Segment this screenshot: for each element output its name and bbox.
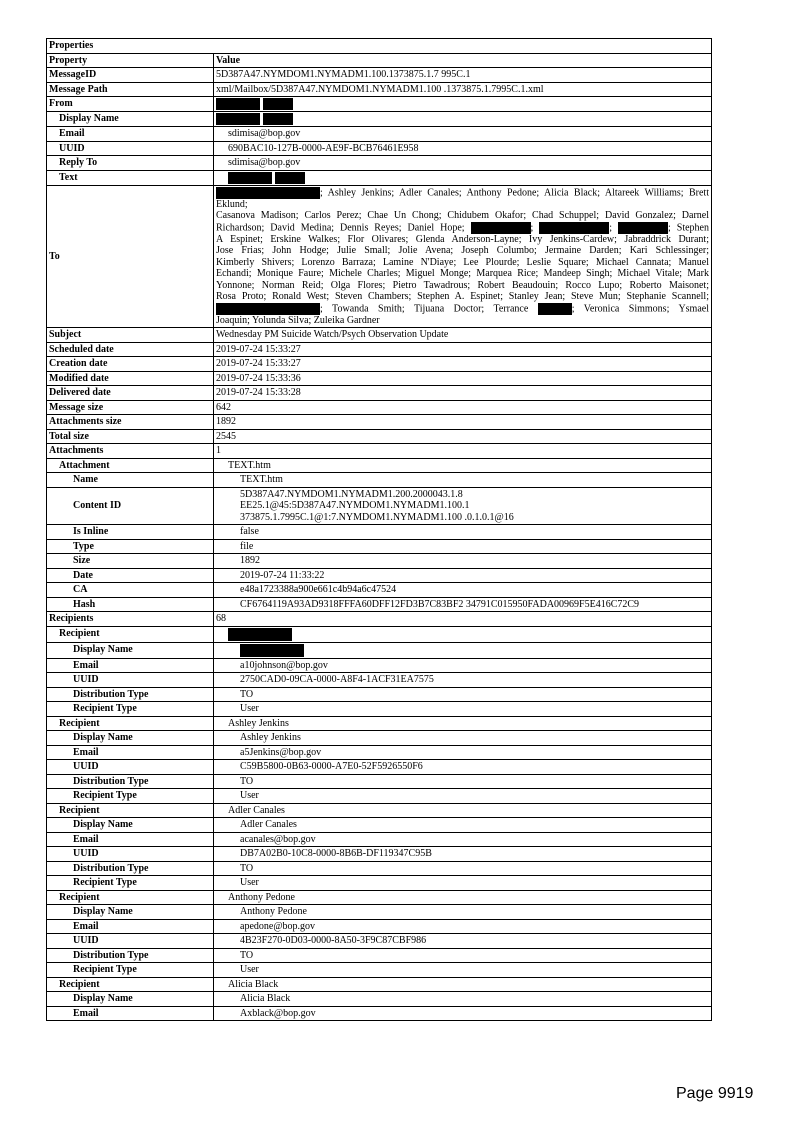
property-value-uuid: DB7A02B0-10C8-0000-8B6B-DF119347C95B — [214, 847, 712, 862]
table-row — [47, 702, 712, 717]
properties-table — [46, 38, 712, 1021]
property-label-property: Property — [47, 53, 214, 68]
property-value-message-size: 642 — [214, 400, 712, 415]
table-row — [47, 977, 712, 992]
table-row — [47, 525, 712, 540]
table-row — [47, 642, 712, 658]
to-line: Joaquin; Yolunda Silva; Zuleika Gardner — [216, 314, 380, 326]
property-value-attachment: TEXT.htm — [214, 458, 712, 473]
property-value-recipient: Alicia Black — [214, 977, 712, 992]
property-label-recipient: Recipient — [47, 890, 214, 905]
table-row — [47, 473, 712, 488]
table-row — [47, 357, 712, 372]
property-label-total-size: Total size — [47, 429, 214, 444]
table-row — [47, 487, 712, 525]
property-value-subject: Wednesday PM Suicide Watch/Psych Observation Update — [214, 328, 712, 343]
property-value-hash: CF6764119A93AD9318FFFA60DFF12FD3B7C83BF2 34791C015950FADA00969F5E416C72C9 — [214, 597, 712, 612]
property-label-delivered-date: Delivered date — [47, 386, 214, 401]
property-label-recipient: Recipient — [47, 716, 214, 731]
property-value-scheduled-date: 2019-07-24 15:33:27 — [214, 342, 712, 357]
property-label-date: Date — [47, 568, 214, 583]
table-row — [47, 760, 712, 775]
property-label-uuid: UUID — [47, 760, 214, 775]
redaction-block — [618, 222, 668, 234]
to-line: Echandi; Monique Faure; Michele Charles; Miguel Monge; Marquea Rice; Mandeep Singh; Michael Vitale; Mark — [216, 268, 709, 279]
property-value-uuid: C59B5800-0B63-0000-A7E0-52F5926550F6 — [214, 760, 712, 775]
to-recipients-list — [214, 185, 712, 328]
property-label-uuid: UUID — [47, 847, 214, 862]
property-label-distribution-type: Distribution Type — [47, 774, 214, 789]
table-row — [47, 832, 712, 847]
property-label-modified-date: Modified date — [47, 371, 214, 386]
property-value-type: file — [214, 539, 712, 554]
table-row — [47, 386, 712, 401]
table-row — [47, 905, 712, 920]
table-row — [47, 68, 712, 83]
property-label-display-name: Display Name — [47, 731, 214, 746]
property-label-uuid: UUID — [47, 673, 214, 688]
property-label-ca: CA — [47, 583, 214, 598]
property-value-uuid: 690BAC10-127B-0000-AE9F-BCB76461E958 — [214, 141, 712, 156]
table-row — [47, 818, 712, 833]
table-row — [47, 342, 712, 357]
property-label-content-id: Content ID — [47, 487, 214, 525]
to-line: A Espinet; Erskine Walkes; Flor Olivares; Glenda Anderson-Layne; Ivy Jenkins-Cardew; Jabraddrick Durant; — [216, 233, 709, 245]
property-label-hash: Hash — [47, 597, 214, 612]
to-line: Rosa Proto; Ronald West; Steven Chambers; Stephen A. Espinet; Stanley Jean; Steve Mun; Stephanie Scannell; — [216, 291, 709, 302]
property-value-recipient-type: User — [214, 876, 712, 891]
redaction-block — [263, 98, 293, 110]
property-label-text: Text — [47, 170, 214, 185]
to-line: Richardson; David Medina; Dennis Reyes; Daniel Hope; ; ; ; Stephen — [216, 221, 709, 233]
table-row — [47, 371, 712, 386]
to-line: ; Ashley Jenkins; Adler Canales; Anthony Pedone; Alicia Black; Altareek Williams; Brett Eklund; — [216, 186, 709, 210]
property-value-distribution-type: TO — [214, 774, 712, 789]
property-label-uuid: UUID — [47, 934, 214, 949]
table-row — [47, 112, 712, 127]
property-value-email: sdimisa@bop.gov — [214, 127, 712, 142]
property-value-size: 1892 — [214, 554, 712, 569]
property-label-attachments-size: Attachments size — [47, 415, 214, 430]
table-row — [47, 745, 712, 760]
property-label-recipient: Recipient — [47, 977, 214, 992]
property-value-recipient: Ashley Jenkins — [214, 716, 712, 731]
table-row — [47, 458, 712, 473]
table-row — [47, 803, 712, 818]
property-label-display-name: Display Name — [47, 112, 214, 127]
property-value-recipient-type: User — [214, 963, 712, 978]
property-value-recipient: Adler Canales — [214, 803, 712, 818]
redaction-block — [275, 172, 305, 184]
redaction-block — [471, 222, 531, 234]
property-value-name: TEXT.htm — [214, 473, 712, 488]
table-row — [47, 934, 712, 949]
property-value-uuid: 4B23F270-0D03-0000-8A50-3F9C87CBF986 — [214, 934, 712, 949]
redaction-block — [216, 187, 320, 199]
table-row — [47, 97, 712, 112]
table-row — [47, 861, 712, 876]
property-label-email: Email — [47, 745, 214, 760]
property-value-uuid: 2750CAD0-09CA-0000-A8F4-1ACF31EA7575 — [214, 673, 712, 688]
table-row — [47, 554, 712, 569]
property-value-display-name: Alicia Black — [214, 992, 712, 1007]
property-value-display-name: Adler Canales — [214, 818, 712, 833]
property-value-modified-date: 2019-07-24 15:33:36 — [214, 371, 712, 386]
property-label-creation-date: Creation date — [47, 357, 214, 372]
property-label-display-name: Display Name — [47, 992, 214, 1007]
redaction-block — [240, 644, 304, 657]
to-line: ; Towanda Smith; Tijuana Doctor; Terrance ; Veronica Simmons; Ysmael — [216, 303, 709, 315]
to-line: Yonnone; Norman Reid; Olga Flores; Pietro Tawadrous; Robert Beaudouin; Rocco Lupo; Roberto Maisonet; — [216, 279, 709, 291]
property-value-distribution-type: TO — [214, 861, 712, 876]
property-label-scheduled-date: Scheduled date — [47, 342, 214, 357]
table-row — [47, 890, 712, 905]
table-row — [47, 992, 712, 1007]
table-title: Properties — [47, 39, 712, 54]
to-line: Jose Frias; John Hodge; Julie Small; Jolie Avena; Joseph Columbo; Jermaine Darden; Kari Schlessinger; — [216, 245, 709, 256]
property-label-recipient-type: Recipient Type — [47, 963, 214, 978]
property-label-is-inline: Is Inline — [47, 525, 214, 540]
property-value-recipient — [214, 626, 712, 642]
property-value-from — [214, 97, 712, 112]
redaction-block — [228, 172, 272, 184]
table-row — [47, 789, 712, 804]
property-value-property: Value — [214, 53, 712, 68]
table-row — [47, 963, 712, 978]
table-row — [47, 583, 712, 598]
table-row — [47, 53, 712, 68]
table-row — [47, 716, 712, 731]
property-value-reply-to: sdimisa@bop.gov — [214, 156, 712, 171]
property-label-size: Size — [47, 554, 214, 569]
table-row — [47, 687, 712, 702]
properties-sheet — [46, 38, 711, 1021]
table-row — [47, 429, 712, 444]
table-row — [47, 170, 712, 185]
redaction-block — [538, 303, 572, 315]
property-label-recipient-type: Recipient Type — [47, 876, 214, 891]
property-value-email: apedone@bop.gov — [214, 919, 712, 934]
property-value-content-id: 5D387A47.NYMDOM1.NYMADM1.200.2000043.1.8 EE25.1@45:5D387A47.NYMDOM1.NYMADM1.100.1 373875.1.7995C.1@1:7.NYMDOM1.NYMADM1.100 .0.1.0.1@16 — [214, 487, 712, 525]
property-label-email: Email — [47, 658, 214, 673]
property-label-email: Email — [47, 832, 214, 847]
table-row — [47, 731, 712, 746]
property-label-email: Email — [47, 127, 214, 142]
table-row — [47, 82, 712, 97]
table-row — [47, 141, 712, 156]
table-row — [47, 328, 712, 343]
property-value-display-name: Anthony Pedone — [214, 905, 712, 920]
property-label-name: Name — [47, 473, 214, 488]
property-label-recipient-type: Recipient Type — [47, 789, 214, 804]
property-value-email: acanales@bop.gov — [214, 832, 712, 847]
table-row — [47, 539, 712, 554]
property-value-distribution-type: TO — [214, 948, 712, 963]
property-label-recipients: Recipients — [47, 612, 214, 627]
property-value-text — [214, 170, 712, 185]
property-value-delivered-date: 2019-07-24 15:33:28 — [214, 386, 712, 401]
property-label-from: From — [47, 97, 214, 112]
property-value-attachments-size: 1892 — [214, 415, 712, 430]
table-row — [47, 948, 712, 963]
to-line: Kimberly Shivers; Lorenzo Barraza; Lamine N'Diaye; Lee Plourde; Leslie Square; Michael Cannata; Manuel — [216, 256, 709, 268]
table-row — [47, 626, 712, 642]
property-value-email: a10johnson@bop.gov — [214, 658, 712, 673]
page-number: Page 9919 — [676, 1085, 754, 1102]
redaction-block — [216, 113, 260, 125]
property-value-creation-date: 2019-07-24 15:33:27 — [214, 357, 712, 372]
property-label-uuid: UUID — [47, 141, 214, 156]
table-row — [47, 612, 712, 627]
property-label-type: Type — [47, 539, 214, 554]
property-label-recipient-type: Recipient Type — [47, 702, 214, 717]
property-value-display-name — [214, 112, 712, 127]
redaction-block — [216, 98, 260, 110]
property-label-to: To — [47, 185, 214, 328]
property-label-recipient: Recipient — [47, 626, 214, 642]
table-row — [47, 444, 712, 459]
property-label-display-name: Display Name — [47, 642, 214, 658]
property-label-distribution-type: Distribution Type — [47, 861, 214, 876]
table-row — [47, 415, 712, 430]
property-label-recipient: Recipient — [47, 803, 214, 818]
property-label-attachment: Attachment — [47, 458, 214, 473]
table-row — [47, 568, 712, 583]
property-label-messageid: MessageID — [47, 68, 214, 83]
table-row — [47, 127, 712, 142]
property-value-display-name — [214, 642, 712, 658]
property-label-subject: Subject — [47, 328, 214, 343]
property-label-display-name: Display Name — [47, 818, 214, 833]
property-label-email: Email — [47, 919, 214, 934]
property-value-recipient-type: User — [214, 789, 712, 804]
table-row — [47, 919, 712, 934]
table-row — [47, 876, 712, 891]
table-row — [47, 39, 712, 54]
to-line: Casanova Madison; Carlos Perez; Chae Un Chong; Chidubem Okafor; Chad Schuppel; David Gonzalez; Darnel — [216, 210, 709, 221]
table-row — [47, 185, 712, 328]
property-value-attachments: 1 — [214, 444, 712, 459]
property-label-reply-to: Reply To — [47, 156, 214, 171]
property-label-distribution-type: Distribution Type — [47, 687, 214, 702]
property-value-email: a5Jenkins@bop.gov — [214, 745, 712, 760]
table-row — [47, 658, 712, 673]
property-value-recipient: Anthony Pedone — [214, 890, 712, 905]
property-label-email: Email — [47, 1006, 214, 1021]
table-row — [47, 597, 712, 612]
property-value-display-name: Ashley Jenkins — [214, 731, 712, 746]
property-value-date: 2019-07-24 11:33:22 — [214, 568, 712, 583]
table-row — [47, 673, 712, 688]
property-value-total-size: 2545 — [214, 429, 712, 444]
table-row — [47, 400, 712, 415]
property-label-attachments: Attachments — [47, 444, 214, 459]
property-value-recipient-type: User — [214, 702, 712, 717]
redaction-block — [539, 222, 609, 234]
property-label-distribution-type: Distribution Type — [47, 948, 214, 963]
property-value-messageid: 5D387A47.NYMDOM1.NYMADM1.100.1373875.1.7 995C.1 — [214, 68, 712, 83]
property-value-is-inline: false — [214, 525, 712, 540]
property-label-message-size: Message size — [47, 400, 214, 415]
table-row — [47, 774, 712, 789]
property-label-message-path: Message Path — [47, 82, 214, 97]
table-row — [47, 847, 712, 862]
property-value-ca: e48a1723388a900e661c4b94a6c47524 — [214, 583, 712, 598]
property-value-recipients: 68 — [214, 612, 712, 627]
redaction-block — [228, 628, 292, 641]
property-value-email: Axblack@bop.gov — [214, 1006, 712, 1021]
property-value-distribution-type: TO — [214, 687, 712, 702]
table-row — [47, 156, 712, 171]
redaction-block — [263, 113, 293, 125]
table-row — [47, 1006, 712, 1021]
property-label-display-name: Display Name — [47, 905, 214, 920]
redaction-block — [216, 303, 320, 315]
property-value-message-path: xml/Mailbox/5D387A47.NYMDOM1.NYMADM1.100 .1373875.1.7995C.1.xml — [214, 82, 712, 97]
